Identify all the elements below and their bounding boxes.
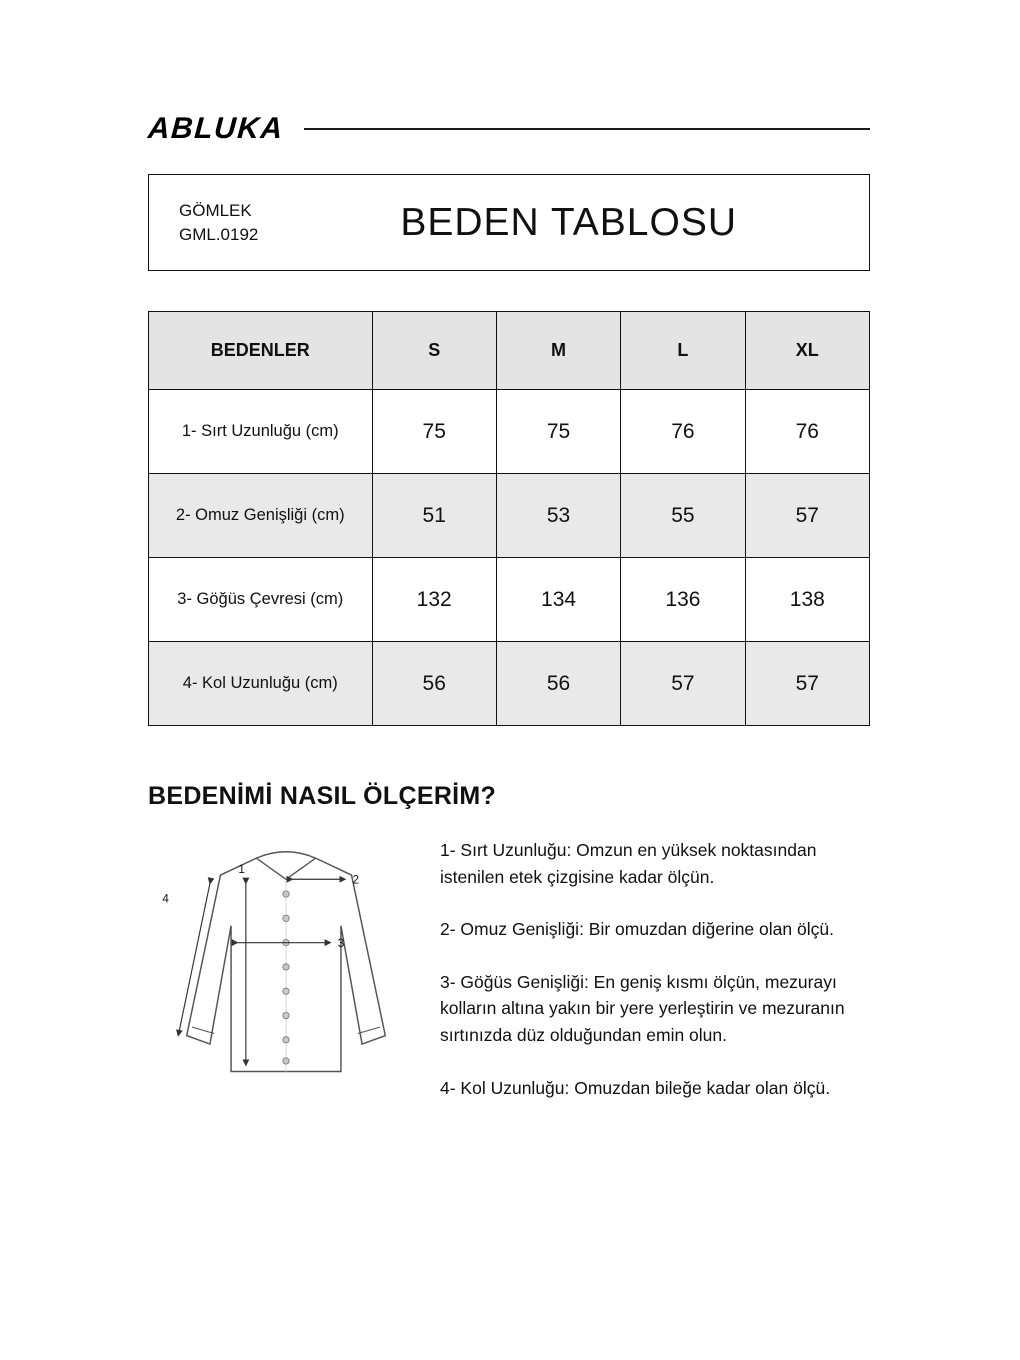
cell-value: 57 — [745, 474, 869, 558]
table-row-back-length — [149, 390, 870, 474]
cell-value: 56 — [372, 642, 496, 726]
table-row-shoulder-width — [149, 474, 870, 558]
diagram-label-1: 1 — [238, 862, 245, 876]
cell-value: 51 — [372, 474, 496, 558]
table-row-sleeve-length — [149, 642, 870, 726]
product-title-box — [148, 174, 870, 271]
instruction-chest-width: 3- Göğüs Genişliği: En geniş kısmı ölçün, mezurayı kolların altına yakın bir yere yerleştirin ve mezuranın sırtınızda düz olduğundan emin olun. — [440, 971, 845, 1045]
column-header-s: S — [372, 312, 496, 390]
shirt-diagram-icon — [148, 837, 424, 1099]
cell-value: 76 — [621, 390, 745, 474]
cell-value: 136 — [621, 558, 745, 642]
row-label: 2- Omuz Genişliği (cm) — [149, 474, 373, 558]
header — [148, 112, 870, 146]
cell-value: 53 — [496, 474, 620, 558]
column-header-bedenler: BEDENLER — [149, 312, 373, 390]
cell-value: 132 — [372, 558, 496, 642]
instruction-sleeve-length: 4- Kol Uzunluğu: Omuzdan bileğe kadar olan ölçü. — [440, 1077, 831, 1098]
product-code: GML.0192 — [179, 224, 259, 244]
cell-value: 76 — [745, 390, 869, 474]
shirt-measure-diagram — [148, 837, 424, 1127]
row-label: 4- Kol Uzunluğu (cm) — [149, 642, 373, 726]
size-table-header-row — [149, 312, 870, 390]
cell-value: 134 — [496, 558, 620, 642]
measure-instructions — [424, 837, 870, 1127]
diagram-label-2: 2 — [352, 873, 359, 887]
cell-value: 56 — [496, 642, 620, 726]
instruction-shoulder-width: 2- Omuz Genişliği: Bir omuzdan diğerine olan ölçü. — [440, 919, 834, 940]
measure-guide-title: BEDENİMİ NASIL ÖLÇERİM? — [148, 782, 497, 810]
product-type: GÖMLEK — [179, 200, 252, 220]
diagram-label-3: 3 — [337, 936, 345, 950]
product-meta — [179, 199, 258, 247]
cell-value: 75 — [372, 390, 496, 474]
row-label: 3- Göğüs Çevresi (cm) — [149, 558, 373, 642]
diagram-label-4: 4 — [162, 892, 169, 906]
cell-value: 55 — [621, 474, 745, 558]
header-divider-line — [304, 128, 870, 130]
page-title: BEDEN TABLOSU — [400, 200, 738, 244]
brand-logo: ABLUKA — [146, 112, 285, 145]
row-label: 1- Sırt Uzunluğu (cm) — [149, 390, 373, 474]
column-header-xl: XL — [745, 312, 869, 390]
size-table — [148, 311, 870, 726]
column-header-m: M — [496, 312, 620, 390]
table-row-chest — [149, 558, 870, 642]
measure-guide — [148, 837, 870, 1127]
cell-value: 75 — [496, 390, 620, 474]
instruction-back-length: 1- Sırt Uzunluğu: Omzun en yüksek noktasından istenilen etek çizgisine kadar ölçün. — [440, 840, 817, 887]
cell-value: 138 — [745, 558, 869, 642]
column-header-l: L — [621, 312, 745, 390]
cell-value: 57 — [745, 642, 869, 726]
cell-value: 57 — [621, 642, 745, 726]
